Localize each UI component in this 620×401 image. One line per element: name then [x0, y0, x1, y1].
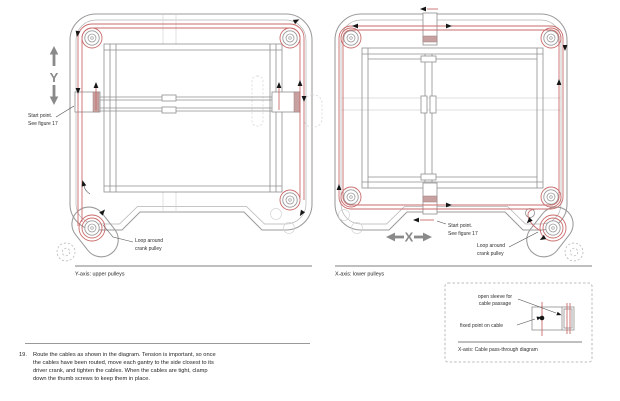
pen-carriage	[162, 95, 176, 101]
idler	[526, 209, 535, 218]
sleeve-label: cable passage	[478, 301, 512, 307]
x-axis-arrow	[386, 230, 432, 245]
x-axis-diagram	[335, 7, 592, 278]
loop-label: crank pulley	[477, 251, 504, 257]
step-text-line: the cables have been routed, move each gantry to the side closest to its	[33, 360, 214, 366]
fixed-point-label: fixed point on cable	[460, 323, 504, 329]
frame-inner-outline	[341, 20, 561, 224]
direction-arrow	[94, 82, 99, 88]
frame-outline	[335, 14, 567, 230]
step-text-line: driver crank, and tighten the cables. When the cables are tight, clamp	[33, 368, 208, 374]
right-cable-clamp	[272, 92, 300, 112]
cable-inner	[343, 30, 559, 205]
crank-knob-dashed	[57, 243, 75, 261]
y-axis-arrow	[50, 46, 59, 105]
pulley	[283, 31, 297, 45]
crank-knob-dashed	[565, 243, 583, 261]
direction-arrow	[75, 31, 81, 38]
x-axis-label: X	[404, 229, 414, 245]
top-cable-clamp	[423, 13, 437, 45]
frame-inner-outline	[76, 20, 306, 224]
hidden-detail-box	[252, 76, 263, 126]
loop-label: crank pulley	[135, 246, 162, 252]
start-point-label: Start point.	[28, 113, 53, 119]
step-text-line: down the thumb screws to keep them in place.	[33, 376, 150, 382]
direction-arrow	[413, 218, 419, 223]
direction-arrow	[446, 24, 452, 29]
hidden-detail-box	[304, 95, 322, 127]
direction-arrow	[277, 82, 282, 88]
pen-carriage	[430, 96, 436, 113]
sleeve-label: open sleeve for	[477, 294, 513, 300]
start-point-label: See figure 17	[28, 121, 58, 127]
direction-arrow	[420, 7, 426, 12]
pulley	[85, 31, 99, 45]
loop-label: Loop around	[477, 243, 506, 249]
pulley	[283, 193, 297, 207]
start-point-label: Start point.	[448, 223, 473, 229]
crank-pulley	[546, 221, 560, 235]
crank-pulley	[85, 221, 99, 235]
y-diagram-caption: Y-axis: upper pulleys	[75, 271, 125, 278]
pen-carriage	[421, 96, 427, 113]
pen-carriage	[162, 107, 176, 113]
mount-hole	[352, 223, 363, 234]
leader-line	[56, 106, 74, 117]
direction-arrow	[80, 180, 86, 187]
y-axis-diagram	[28, 14, 322, 278]
pulley	[344, 31, 358, 45]
cable-inner	[82, 28, 300, 222]
direction-arrow	[298, 80, 303, 86]
crank-knob-center	[62, 248, 70, 256]
loop-label: Loop around	[135, 238, 164, 244]
fixed-point-dot	[540, 316, 545, 321]
cable-curl	[84, 185, 90, 194]
crank-knob-center	[570, 248, 578, 256]
leader-line	[437, 221, 446, 224]
leader-line	[509, 232, 538, 247]
mount-hole	[271, 209, 282, 220]
y-axis-label: Y	[49, 70, 59, 85]
y-gantry	[100, 44, 284, 192]
step-text-line: Route the cables as shown in the diagram. Tension is important, so once	[33, 352, 216, 358]
cable-outer	[339, 26, 563, 209]
pass-through-detail-box	[445, 283, 592, 362]
direction-arrow	[352, 24, 358, 29]
x-diagram-caption: X-axis: lower pulleys	[335, 271, 385, 278]
detail-caption: X-axis: Cable pass-through diagram	[458, 347, 538, 353]
x-gantry	[362, 48, 543, 188]
step-number: 19.	[19, 352, 27, 358]
instruction-block	[19, 344, 310, 383]
pulley	[544, 190, 558, 204]
pulley	[344, 190, 358, 204]
start-point-label: See figure 17	[448, 231, 478, 237]
pulley	[544, 31, 558, 45]
